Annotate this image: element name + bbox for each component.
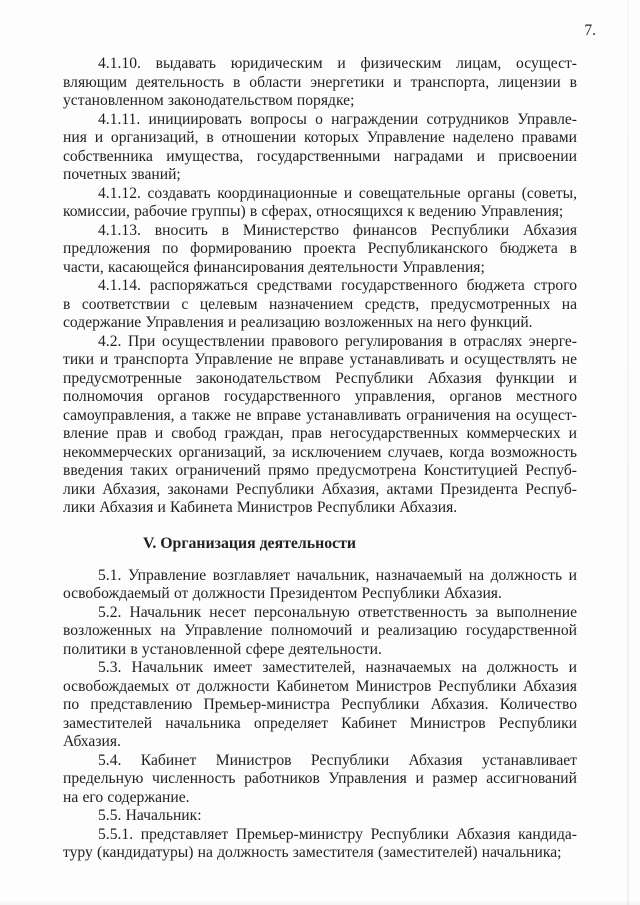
paragraph <box>63 807 577 826</box>
paragraph-line: вление прав и свобод граждан, прав негосударственных коммерческих и <box>63 425 577 442</box>
paragraph-line: на его содержание. <box>63 788 190 806</box>
paragraph-line: 5.2. Начальник несет персональную ответственность за выполнение <box>98 603 577 621</box>
paragraph <box>63 333 577 518</box>
paragraph-line: 5.5.1. представляет Премьер-министру Республики Абхазия кандида- <box>98 825 577 843</box>
paragraph-line: лики Абхазия и Кабинета Министров Республики Абхазия. <box>63 499 458 516</box>
paragraph-line: самоуправления, а также не вправе устанавливать ограничения на осущест- <box>63 406 577 424</box>
scan-bottom-shadow <box>0 900 640 905</box>
paragraph-line: политики в установленной сфере деятельности. <box>63 640 382 658</box>
section-heading: V. Организация деятельности <box>143 534 356 552</box>
paragraph <box>63 604 577 660</box>
paragraph-line: вляющим деятельность в области энергетики и транспорта, лицензии в <box>63 73 577 91</box>
paragraph <box>63 567 577 604</box>
paragraph <box>63 222 577 278</box>
paragraph-line: введения таких ограничений прямо предусмотрена Конституцией Респуб- <box>63 462 577 479</box>
paragraph-line: лики Абхазия, законами Республики Абхазия, актами Президента Респуб- <box>63 480 577 498</box>
document-content <box>63 55 577 863</box>
paragraph-line: 4.1.10. выдавать юридическим и физическим лицам, осущест- <box>98 55 577 72</box>
paragraph-line: туру (кандидатуры) на должность заместителя (заместителей) начальника; <box>63 844 562 861</box>
paragraph-line: почетных званий; <box>63 166 181 183</box>
paragraph-line: 4.1.14. распоряжаться средствами государственного бюджета строго <box>98 277 577 294</box>
paragraph <box>63 55 577 111</box>
paragraph <box>63 659 577 752</box>
paragraph-line: по представлению Премьер-министра Республики Абхазия. Количество <box>63 696 577 713</box>
paragraph-line: в соответствии с целевым назначением средств, предусмотренных на <box>63 295 577 313</box>
paragraph-line: части, касающейся финансирования деятельности Управления; <box>63 258 485 276</box>
paragraph <box>63 752 577 808</box>
paragraph-line: некоммерческих организаций, за исключением случаев, когда возможность <box>63 443 577 461</box>
paragraph-line: 4.1.13. вносить в Министерство финансов Республики Абхазия <box>98 221 577 239</box>
paragraph-line: 5.4. Кабинет Министров Республики Абхазия устанавливает <box>98 751 577 769</box>
paragraph <box>63 277 577 333</box>
paragraph-line: Абхазия. <box>63 733 121 750</box>
paragraph-line: 5.1. Управление возглавляет начальник, назначаемый на должность и <box>98 566 577 584</box>
paragraph-line: 5.3. Начальник имеет заместителей, назначаемых на должность и <box>98 659 577 676</box>
paragraph-line: 4.1.11. инициировать вопросы о награждении сотрудников Управле- <box>98 110 577 128</box>
paragraph-line: предусмотренные законодательством Республики Абхазия функции и <box>63 369 577 387</box>
paragraph-line: полномочия органов государственного управления, органов местного <box>63 388 577 405</box>
paragraph-line: 4.1.12. создавать координационные и совещательные органы (советы, <box>98 184 577 202</box>
page-number: 7. <box>584 22 596 39</box>
paragraph-line: тики и транспорта Управление не вправе устанавливать и осуществлять не <box>63 351 577 368</box>
paragraph <box>63 185 577 222</box>
paragraph-line: комиссии, рабочие группы) в сферах, относящихся к ведению Управления; <box>63 203 564 220</box>
paragraph-line: собственника имущества, государственными наградами и присвоении <box>63 147 577 165</box>
paragraph-line: 5.5. Начальник: <box>98 807 202 824</box>
paragraph-line: содержание Управления и реализацию возложенных на него функций. <box>63 314 533 331</box>
paragraph-line: 4.2. При осуществлении правового регулирования в отраслях энерге- <box>98 332 577 350</box>
paragraph-line: заместителей начальника определяет Кабинет Министров Республики <box>63 714 577 732</box>
paragraph <box>63 111 577 185</box>
paragraph-line: освобождаемый от должности Президентом Республики Абхазия. <box>63 585 502 602</box>
paragraph-line: возложенных на Управление полномочий и реализацию государственной <box>63 622 577 639</box>
paragraph-line: освобождаемых от должности Кабинетом Министров Республики Абхазия <box>63 677 577 695</box>
paragraph-line: предложения по формированию проекта Республиканского бюджета в <box>63 240 577 257</box>
paragraph-line: предельную численность работников Управления и размер ассигнований <box>63 770 577 787</box>
paragraph-line: ния и организаций, в отношении которых Управление наделено правами <box>63 129 577 146</box>
scan-edge-artifact <box>627 0 629 905</box>
paragraph <box>63 826 577 863</box>
paragraph-line: установленном законодательством порядке; <box>63 92 355 109</box>
